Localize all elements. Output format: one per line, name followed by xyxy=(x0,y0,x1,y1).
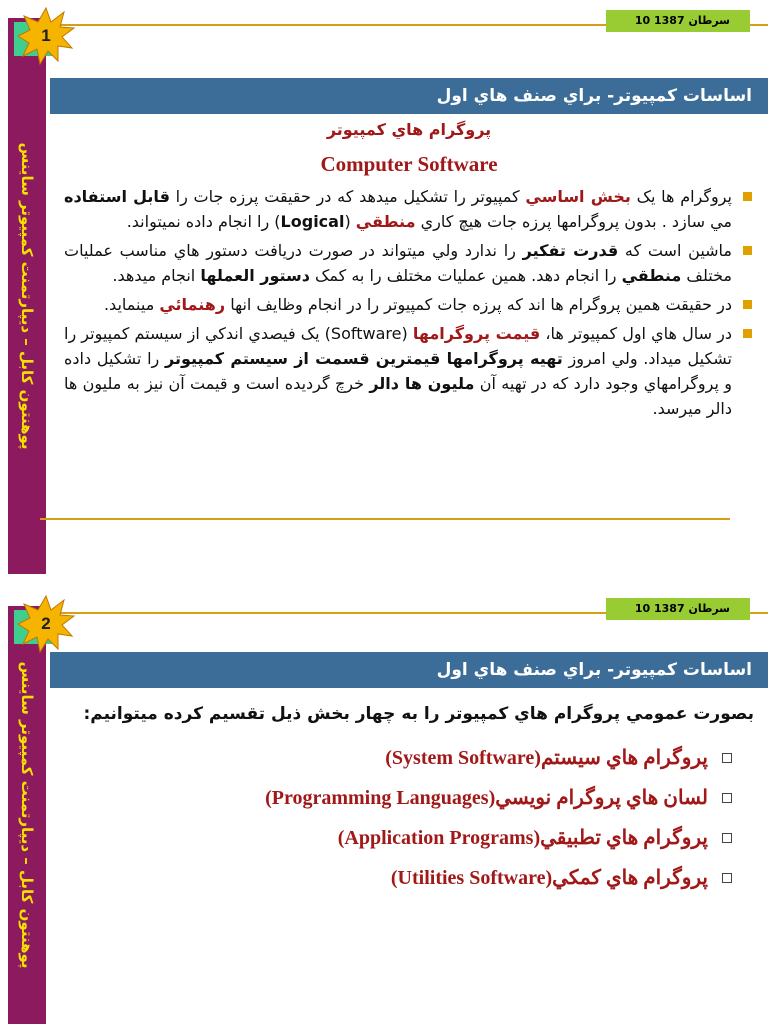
bullet-square-icon xyxy=(743,300,752,309)
slide-number: 2 xyxy=(41,614,51,633)
slide-2 xyxy=(0,588,768,1024)
list-item: پروگرام هاي کمکي(Utilities Software) xyxy=(64,858,734,898)
bullet-square-icon xyxy=(743,329,752,338)
date-box: سرطان 1387 10 xyxy=(606,10,750,32)
bullet-item: در سال هاي اول کمپيوتر ها، قيمت پروگرامها (Software) يک فيصدي اندکي از سيستم کمپيوتر را تشکيل ميداد. ولي امروز تهيه پروگرامها قيمترين قسمت از سيستم کمپيوتر را تشکيل داده و پروگرامهاي وجود دارد که در تهيه آن مليون ها دالر خرچ گرديده است و قيمت آن نيز به مليون ها دالر ميرسد. xyxy=(64,321,754,421)
slide-gap xyxy=(0,580,768,588)
header-bar: اساسات کمپيوتر- براي صنف هاي اول xyxy=(50,652,768,688)
side-bar xyxy=(8,606,46,1024)
bullet-square-icon xyxy=(743,192,752,201)
title-persian: پروگرام هاي کمپيوتر xyxy=(326,120,492,139)
bullet-list xyxy=(64,184,754,425)
side-bar xyxy=(8,18,46,574)
checkbox-bullet-icon xyxy=(722,873,732,883)
bullet-square-icon xyxy=(743,246,752,255)
list-item: پروگرام هاي تطبيقي(Application Programs) xyxy=(64,818,734,858)
star-badge-icon xyxy=(16,594,76,654)
bullet-item: در حقيقت همين پروگرام ها اند که پرزه جات کمپيوتر را در انجام وظايف انها رهنمائي مينمايد. xyxy=(64,292,754,317)
checkbox-bullet-icon xyxy=(722,753,732,763)
date-box: سرطان 1387 10 xyxy=(606,598,750,620)
header-bar: اساسات کمپيوتر- براي صنف هاي اول xyxy=(50,78,768,114)
title-english: Computer Software xyxy=(320,152,498,176)
slide-number: 1 xyxy=(41,26,51,45)
list-item: لسان هاي پروگرام نويسي(Programming Languages) xyxy=(64,778,734,818)
side-text: پوهنتون کابل – ديپارتمنت کمپيوتر ساينس xyxy=(18,661,36,969)
list-item: پروگرام هاي سيستم(System Software) xyxy=(64,738,734,778)
bullet-item: پروگرام ها يک بخش اساسي کمپيوتر را تشکيل ميدهد که در حقيقت پرزه جات را قابل استفاده مي سازد . بدون پروگرامها پرزه جات هيچ کاري منطقي (Logical) را انجام داده نميتواند. xyxy=(64,184,754,234)
checkbox-bullet-icon xyxy=(722,833,732,843)
checkbox-bullet-icon xyxy=(722,793,732,803)
bullet-item: ماشين است که قدرت تفکير را ندارد ولي ميتواند در صورت دريافت دستور هاي مناسب عمليات مختلف منطقي را انجام دهد. همين عمليات مختلف را به کمک دستور العملها انجام ميدهد. xyxy=(64,238,754,288)
star-badge-icon xyxy=(16,6,76,66)
software-types-list xyxy=(64,738,734,898)
intro-text: بصورت عمومي پروگرام هاي کمپيوتر را به چهار بخش ذيل تقسيم کرده ميتوانيم: xyxy=(83,704,754,724)
divider-line xyxy=(40,518,730,520)
side-text: پوهنتون کابل – ديپارتمنت کمپيوتر ساينس xyxy=(18,142,36,450)
